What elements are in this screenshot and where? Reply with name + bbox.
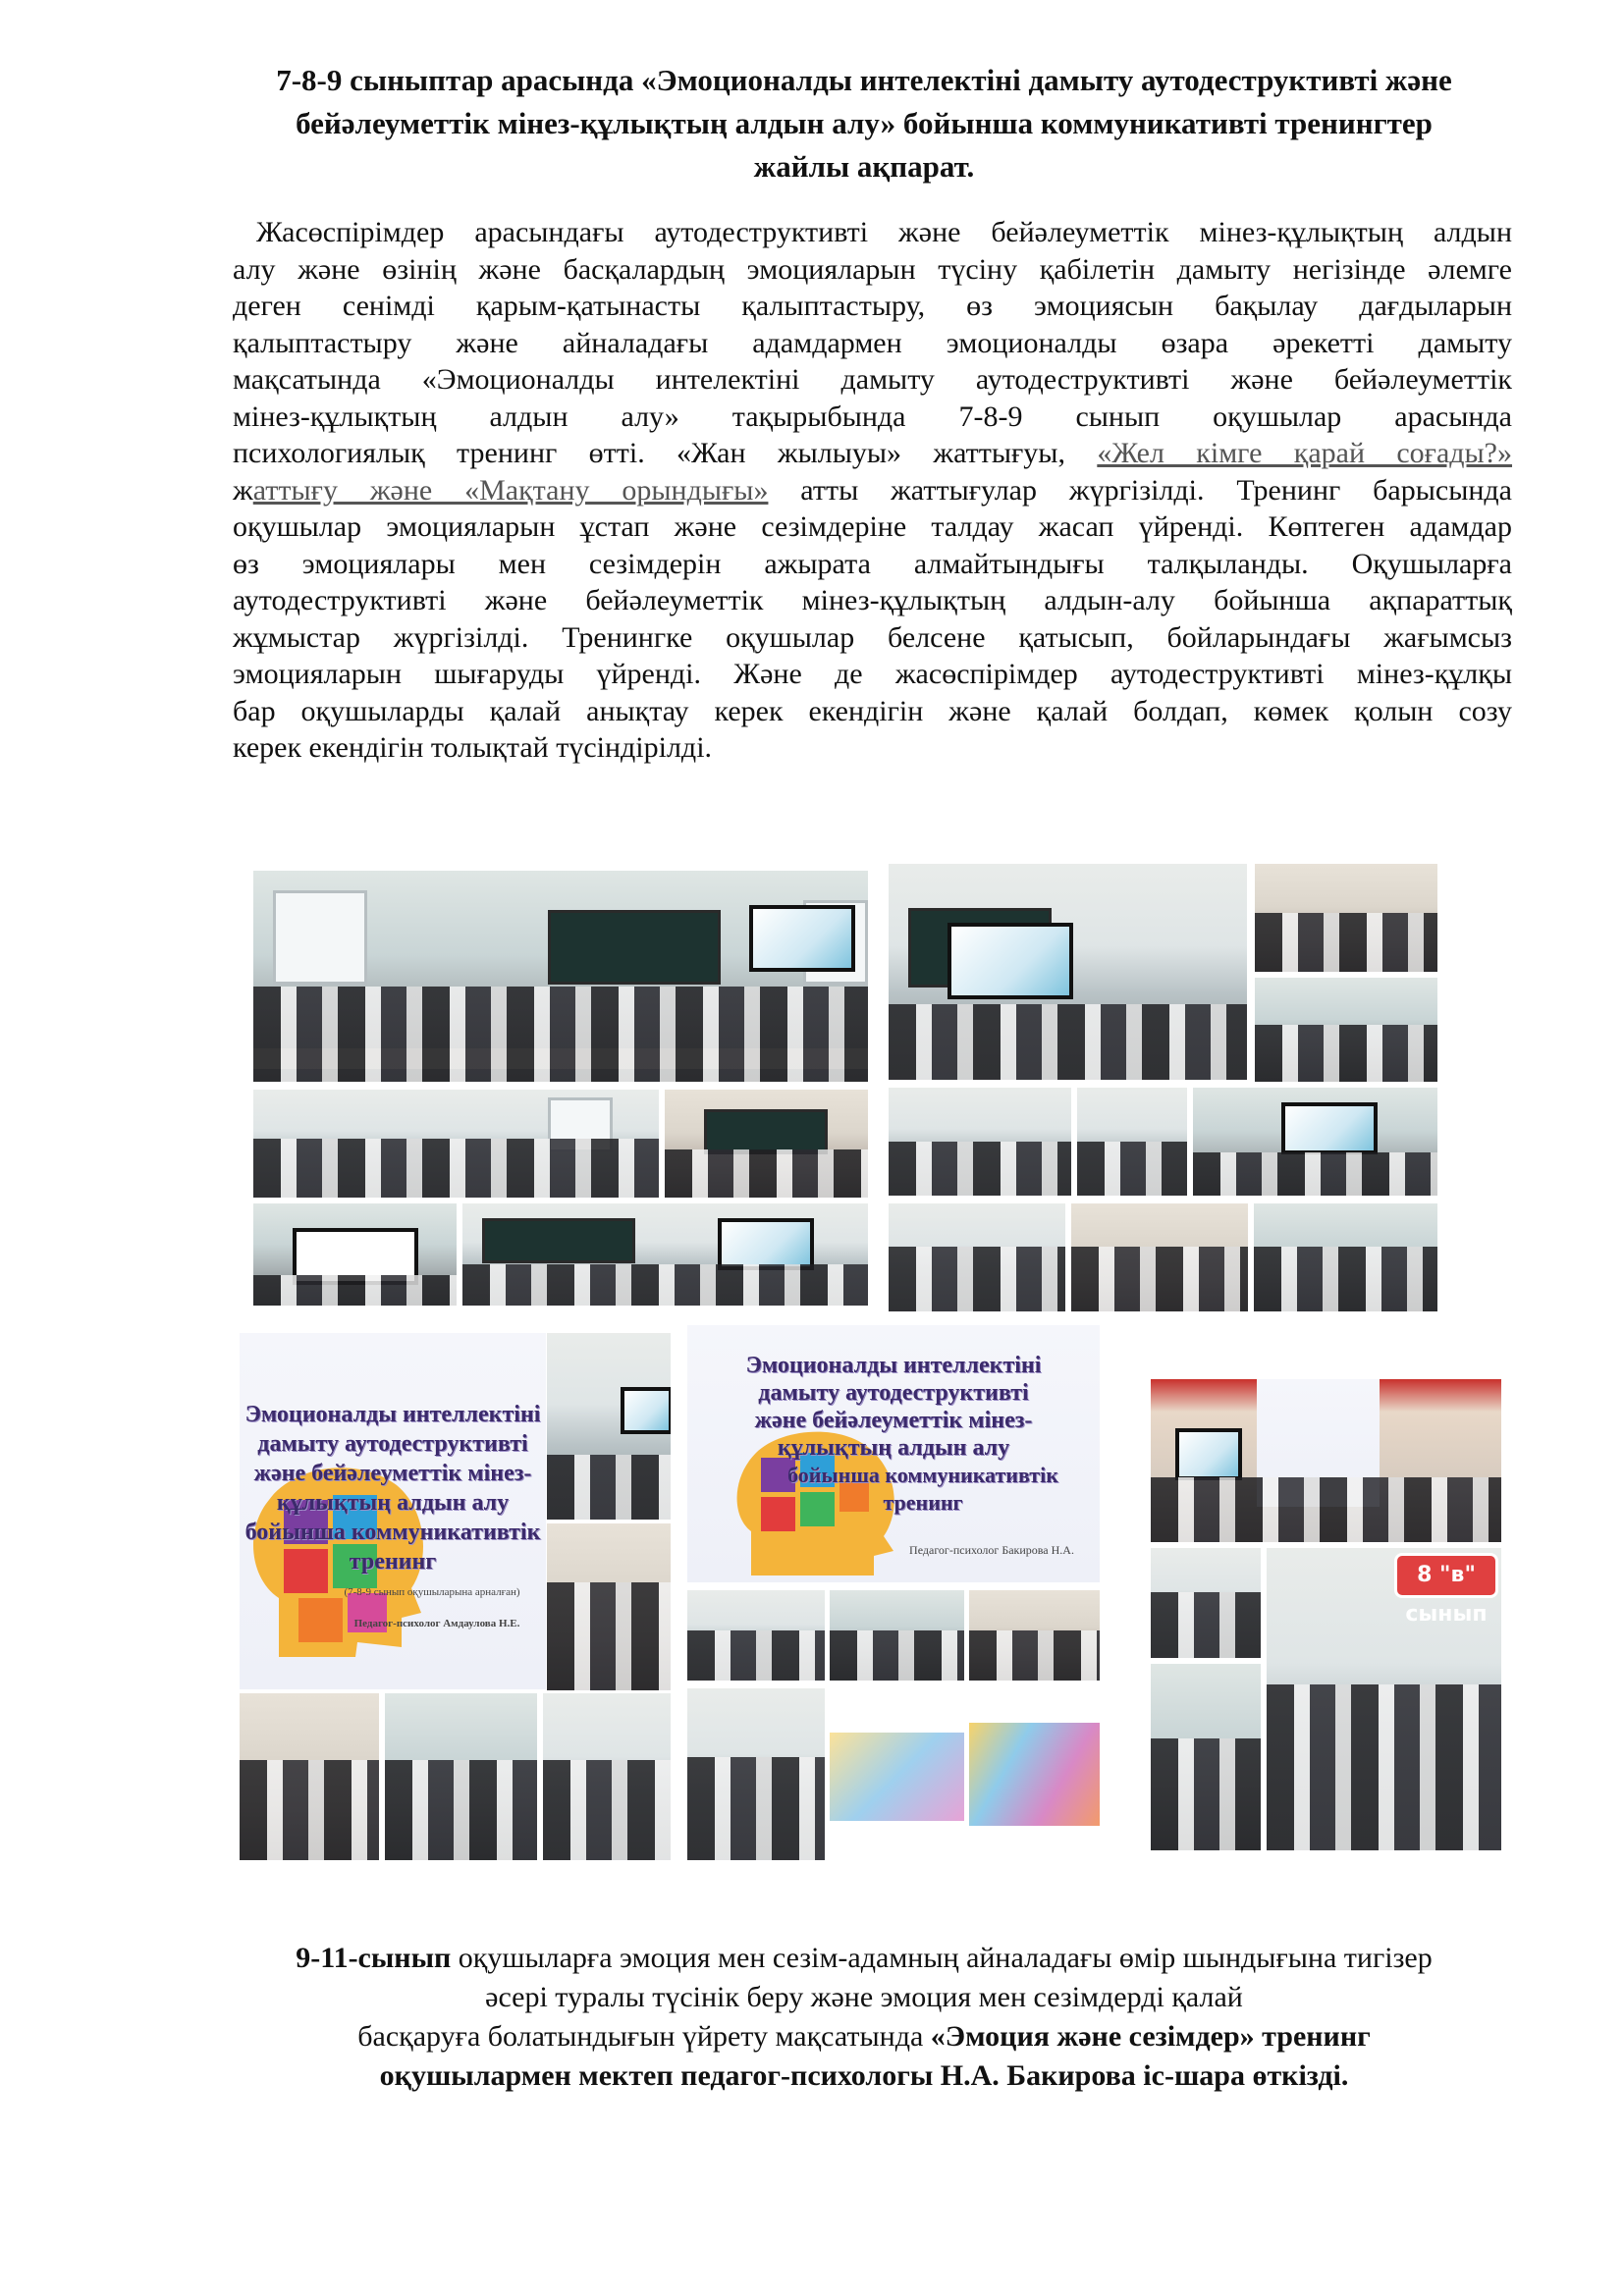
slide-title-line: Эмоционалды интеллектіні <box>745 1353 1042 1378</box>
classroom-photo <box>1151 1548 1261 1658</box>
paragraph-line: мінез-құлықтың алдын алу» тақырыбында 7-8-9 сынып оқушылар арасында <box>233 400 1512 433</box>
bottom-text: басқаруға болатындығын үйрету мақсатында <box>357 2020 931 2053</box>
bottom-paragraph <box>226 1939 1502 2096</box>
classroom-photo <box>969 1590 1100 1681</box>
title-line-3: жайлы ақпарат. <box>753 149 975 184</box>
slide-title-line: бойынша коммуникативтік <box>787 1463 1058 1487</box>
paragraph-text: психологиялық тренинг өтті. «Жан жылыуы» жаттығуы, <box>233 437 1065 469</box>
bottom-line-2: әсері туралы түсінік беру және эмоция мен сезімдерді қалай <box>485 1981 1243 2013</box>
title-line-2: бейәлеуметтік мінез-құлықтың алдын алу» бойынша коммуникативті тренингтер <box>296 106 1433 140</box>
classroom-photo <box>687 1590 825 1681</box>
classroom-photo <box>547 1523 671 1690</box>
paragraph-text: ж <box>233 473 253 507</box>
slide-title-line: дамыту аутодеструктивті <box>257 1431 528 1457</box>
classroom-photo <box>547 1333 671 1520</box>
classroom-photo <box>830 1590 964 1681</box>
slide-title-line: құлықтың алдын алу <box>777 1435 1010 1461</box>
slide-title-line: құлықтың алдын алу <box>276 1490 510 1516</box>
slide-title-line: бойынша коммуникативтік <box>244 1520 541 1545</box>
training-name: «Эмоция және сезімдер» тренинг <box>930 2020 1371 2053</box>
paragraph-line: жұмыстар жүргізілді. Тренингке оқушылар белсене қатысып, бойларындағы жағымсыз <box>233 620 1512 654</box>
classroom-photo <box>385 1693 537 1860</box>
paragraph-line: қалыптастыру және айналадағы адамдармен эмоционалды өзара әрекетті дамыту <box>233 326 1512 359</box>
class-range: 9-11-сынып <box>296 1942 452 1974</box>
classroom-photo <box>253 1090 659 1198</box>
classroom-photo <box>1071 1203 1248 1311</box>
classroom-photo <box>462 1203 868 1306</box>
classroom-photo <box>1255 864 1437 972</box>
slide-title-line: және бейәлеуметтік мінез- <box>754 1408 1033 1433</box>
presentation-slide-photo <box>240 1333 546 1689</box>
paragraph-line: Жасөспірімдер арасындағы аутодеструктивті және бейәлеуметтік мінез-құлықтың алдын <box>256 216 1512 248</box>
slide-subtitle: (7-8-9 сынып оқушыларына арналған) <box>344 1586 520 1598</box>
paragraph-line: керек екендігін толықтай түсіндірілді. <box>233 731 713 764</box>
paragraph-line: өз эмоциялары мен сезімдерін ажырата алмайтындығы талқыланды. Оқушыларға <box>233 547 1512 580</box>
classroom-photo <box>1151 1379 1501 1542</box>
paragraph-line <box>233 435 1512 472</box>
classroom-photo <box>665 1090 868 1198</box>
exercise-link-2[interactable]: аттығу және «Мақтану орындығы» <box>252 473 769 507</box>
bottom-line-4 <box>226 2056 1502 2096</box>
paragraph-line: деген сенімді қарым-қатынасты қалыптастыру, өз эмоциясын бақылау дағдыларын <box>233 290 1512 322</box>
paragraph-text: атты жаттығулар жүргізілді. Тренинг барысында <box>768 473 1513 507</box>
bottom-line-1 <box>226 1939 1502 1978</box>
classroom-photo <box>1077 1088 1187 1196</box>
slide-author: Педагог-психолог Амдаулова Н.Е. <box>353 1618 520 1629</box>
slide-title-line: тренинг <box>883 1490 963 1515</box>
paragraph-line: аутодеструктивті және бейәлеуметтік мінез-құлықтың алдын-алу бойынша ақпараттық <box>233 584 1512 616</box>
classroom-photo <box>889 864 1247 1080</box>
classroom-photo <box>253 1203 457 1306</box>
classroom-photo <box>889 1088 1071 1196</box>
slide-title-line: және бейәлеуметтік мінез- <box>253 1461 532 1486</box>
bottom-bold-line: оқушылармен мектеп педагог-психологы Н.А. Бакирова іс-шара өткізді. <box>379 2059 1349 2092</box>
paragraph-line: эмоцияларын шығаруды үйренді. Және де жасөспірімдер аутодеструктивті мінез-құлқы <box>233 658 1512 690</box>
classroom-photo <box>1193 1088 1437 1196</box>
document-title <box>226 59 1502 188</box>
classroom-photo <box>543 1693 671 1860</box>
paragraph-line: оқушылар эмоцияларын ұстап және сезімдеріне талдау жасап үйренді. Көптеген адамдар <box>233 510 1512 543</box>
classroom-photo <box>1151 1664 1261 1850</box>
slide-photo <box>969 1723 1100 1826</box>
bottom-line-3 <box>226 2017 1502 2056</box>
classroom-photo <box>1254 1203 1437 1311</box>
slide-photo <box>830 1733 964 1821</box>
classroom-photo <box>889 1203 1065 1311</box>
bottom-text: оқушыларға эмоция мен сезім-адамның айналадағы өмір шындығына тигізер <box>451 1942 1433 1974</box>
exercise-link-1[interactable]: «Жел кімге қарай соғады?» <box>1097 437 1513 469</box>
presentation-slide-photo <box>687 1325 1100 1582</box>
classroom-photo <box>1255 978 1437 1082</box>
slide-title-line: дамыту аутодеструктивті <box>758 1380 1029 1406</box>
title-line-1: 7-8-9 сыныптар арасында «Эмоционалды интелектіні дамыту аутодеструктивті және <box>276 63 1452 97</box>
slide-title-line: Эмоционалды интеллектіні <box>244 1402 541 1427</box>
slide-author: Педагог-психолог Бакирова Н.А. <box>909 1543 1074 1557</box>
paragraph-line: мақсатында «Эмоционалды интелектіні дамыту аутодеструктивті және бейәлеуметтік <box>233 363 1512 396</box>
main-paragraph <box>233 214 1512 767</box>
paragraph-line <box>233 472 1512 509</box>
classroom-photo <box>240 1693 379 1860</box>
classroom-photo <box>687 1688 825 1860</box>
paragraph-line: бар оқушыларды қалай анықтау керек екендігін және қалай болдап, көмек қолын созу <box>233 694 1512 727</box>
paragraph-line: алу және өзінің және басқалардың эмоцияларын түсіну қабілетін дамыту негізінде әлемге <box>233 252 1512 286</box>
classroom-photo <box>253 871 868 1082</box>
slide-title-line: тренинг <box>349 1549 437 1575</box>
class-badge: 8 "в" сынып <box>1394 1553 1498 1598</box>
